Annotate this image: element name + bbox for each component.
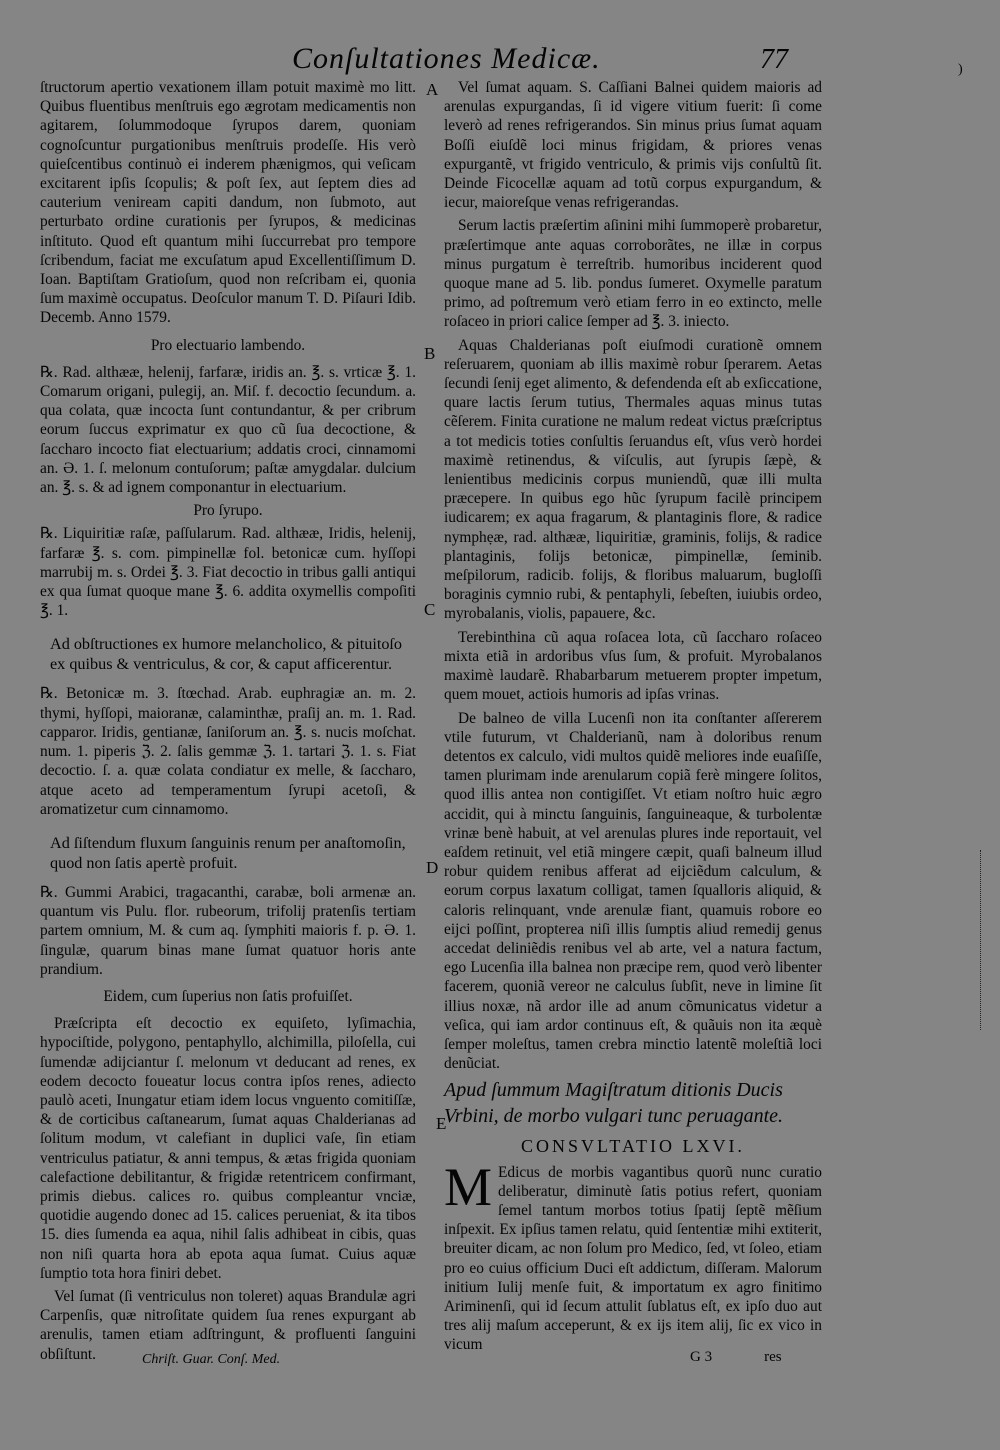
left-column (40, 78, 416, 1368)
margin-letter-c: C (424, 600, 436, 619)
heading-electuario: Pro electuario lambendo. (150, 336, 306, 354)
catchword: res (764, 1349, 782, 1365)
margin-mark: ) (958, 62, 963, 77)
heading-syrupo: Pro ſyrupo. (193, 502, 263, 520)
recipe-electuario: ℞. Rad. althææ, helenij, farfaræ, iridis an. ℥. s. vrticæ ℥. 1. Comarum origani, pulegij, an. Miſ. f. decoctio ſecundum. a. qua colata, quæ incocta ſunt contundantur, & per cribrum eorum ſuccus exprimatur ex quo cũ ſua decoctione, & ſaccharo incocto fiat electuarium; addatis croci, cinnamomi an. Ə. 1. ſ. melonum contuſorum; paſtæ amygdalar. dulcium an. ℥. s. & ad ignem componantur in electuarium. (40, 363, 416, 497)
right-paragraph-1: Vel ſumat aquam. S. Caſſiani Balnei quidem maioris ad arenulas expurgandas, ſi id vigere vitium fuerit: ſi come leverò ad renes refrigerandos. Sin minus prius ſumat aquam Boſſi eiuſdẽ loci minus frigidam, & priores venas expurgantẽ, vt frigido ventriculo, & primis vijs conſultũ ſit. Deinde Ficocellæ aquam ad totũ corpus expurgandum, & iecur, maioreſque venas refrigerandas. (444, 79, 822, 212)
right-paragraph-5: De balneo de villa Lucenſi non ita conſtanter aſſererem vtile futurum, vt Chalderianũ, nam à doloribus renum detentos ex calculo, vidi multos quidẽ meliores inde euaſiſſe, tamen plurimam inde arenularum copiã ferè mingere ſolitos, quod illis antea non contigiſſet. Vt etiam noſtro huic ægro accidit, qui à minctu ſanguinis, ſanguineaque, & turbolentæ vrinæ benè habuit, at vel arenulas plures inde reportauit, vel eaſdem retinuit, vel etiã mingere cæpit, quaſi balneum illud robur quidem renibus afferat ad eijciẽdum calculum, & eorum corpus laxatum colligat, tamen ſqualloris aliquid, & caloris relinquant, vnde arenulæ fiant, quamuis robore eo eijci poſſint, propterea niſi illis ſumptis aliud remedij genus accedat deliniẽdis renibus vel ab arte, vel a natura factum, ego Lucenſia illa balnea non præcipe rem, quod verò libenter facerem, quoniã vereor ne calculus ſubſit, neve in limine ſit illius noxæ, nã ardor ille ad anum cõmunicatus videtur a veſica, qui iam ardor continuus eſt, & quãuis non ita æquè ſemper moleſtus, tamen crebra minctio latentẽ moleſtiã loci denũciat. (444, 709, 822, 1073)
footer-signature-mark (690, 1349, 782, 1366)
running-title: Conſultationes Medicæ. (292, 42, 601, 75)
recipe-fluxum: ℞. Gummi Arabici, tragacanthi, carabæ, boli armenæ an. quantum vis Pulu. flor. rubeorum, trifolij pratenſis tertiam partem omnium, M. & cum aq. ſymphiti maioris f. p. Ə. 1. ſingulæ, quarum binas mane ſumat quatuor horis ante prandium. (40, 883, 416, 978)
right-paragraph-6-text: Edicus de morbis vagantibus quorũ nunc curatio deliberatur, diminutè ſatis potius refert, quoniam ſemel tantum morbos totius ſpatij ſeptẽ mẽſium inſpexit. Ex ipſius tamen relatu, quid ſententiæ mihi extiterit, breuiter dicam, ac non ſolum pro Medico, ſed, vt ſoleo, etiam pro eo cuius officium Duci eſt addictum, diſſeram. Malorum initium Iulij menſe fuit, & importatum ex agro finitimo Ariminenſi, qui id ſecum attulit ſublatus eſt, ex ipſo duo aut tres alij maſum acceperunt, & ex ijs item alij, ſic ex vico in vicum (444, 1163, 822, 1354)
right-paragraph-2: Serum lactis præſertim aſinini mihi ſummoperè probaretur, præſertimque ante aquas corroborãtes, ne illæ in corpus minus purgatum è terreſtrib. humoribus inciderent quod quoque mane ad 5. lib. pondus ſumeret. Oxymelle paratum primo, ad poſtremum verò etiam ferro in eo extincto, melle roſaceo in priori calice ſemper ad ℥. 3. iniecto. (444, 217, 822, 331)
margin-letter-b: B (424, 344, 436, 363)
consultation-heading: Apud ſummum Magiſtratum ditionis Ducis Vrbini, de morbo vulgari tunc peruagante. (444, 1079, 784, 1128)
right-paragraph-4: Terebinthina cũ aqua roſacea lota, cũ ſaccharo roſaceo mixta etiã in ardoribus vſus ſum, & profuit. Myrobalanos maximè laudarẽ. Rhabarbarum metuerem propter impetum, quem mouet, actiois humoris ad ipſas vrinas. (444, 628, 822, 704)
edge-noise (980, 850, 987, 1030)
drop-cap: M (444, 1156, 493, 1217)
recipe-obstructiones: ℞. Betonicæ m. 3. ſtœchad. Arab. euphragiæ an. m. 2. thymi, hyſſopi, maioranæ, calaminthæ, praſij an. m. 1. Rad. capparor. Iridis, gentianæ, ſaniſorum an. ℥. s. nucis moſchat. num. 1. piperis ℨ. 2. ſalis gemmæ ℨ. 1. tartari ℨ. 1. s. Fiat decoctio. ſ. a. quæ colata condiatur ex melle, & ſaccharo, atque aceto ad temperamentum ſyrupi acetoſi, & aromatizetur cum cinnamomo. (40, 685, 416, 818)
page-number: 77 (760, 44, 788, 75)
left-paragraph-2: Præſcripta eſt decoctio ex equiſeto, lyſimachia, hypociſtide, polygono, pentaphyllo, alchimilla, piloſella, cui ſumendæ adijciantur ſ. melonum vt deducant ad renes, ex eodem decocto foueatur locus contra ipſos renes, adiecto paulò aceti, Inungatur etiam idem locus vnguento comitiſſæ, & de corticibus caſtanearum, ſumat aquas Chalderianas ad ſolitum modum, vt calefiant in duplici vaſe, ſin etiam ventriculus patiatur, & anni tempus, & ætas frigida quoniam calefactione debilitantur, & frigidæ retentricem confirmant, primis diebus. calices ro. quibus compleantur vnciæ, quotidie augendo donec ad 15. calices perueniat, & ita tibos 15. dies ſumenda ea aqua, nihil ſalis adhibeat in cibis, quas non niſi quarta hora ab epota aqua ſumat. Cuius aquæ ſumptio tota hora finiri debet. (40, 1015, 416, 1282)
margin-letter-a: A (426, 80, 439, 99)
heading-fluxum: Ad ſiſtendum fluxum ſanguinis renum per anaſtomoſin, quod non ſatis apertè profuit. (50, 833, 406, 872)
margin-letter-d: D (426, 858, 439, 877)
recipe-syrupo: ℞. Liquiritiæ raſæ, paſſularum. Rad. althææ, Iridis, helenij, farfaræ ℥. s. com. pimpinellæ fol. betonicæ cum. hyſſopi marrubij m. s. Ordei ℥. 3. Fiat decoctio in tribus galli antiqui ex qua ſumat quoque mane ℥. 6. addita oxymellis compoſiti ℥. 1. (40, 525, 416, 620)
left-paragraph-1: ſtructorum apertio vexationem illam potuit maximè mo litt. Quibus fluentibus menſtruis ego ægrotam medicamentis non agitarem, ſolummodoque ſyrupos darem, quoniam cognoſcuntur purgationibus menſtruis prodeſſe. His verò quieſcentibus continuò ei inderem phænigmos, qui veſicam excitarent ipſis ſcopulis; & poſt ſex, aut ſeptem dies ad cauterium veniream capiti dandum, non ſubmoto, aut perturbato ordine curationis per ſyrupos, & medicinas inſtituto. Quod eſt quantum mihi ſuccurrebat pro tempore ſcribendum, faciat me excuſatum apud Excellentiſſimum D. Ioan. Baptiſtam Gratioſum, quod non reſcribam ei, quonia ſum maximè occupatus. Deoſculor manum T. D. Piſauri Idib. Decemb. Anno 1579. (40, 79, 416, 327)
signature-mark: G 3 (690, 1349, 713, 1365)
heading-obstructiones: Ad obſtructiones ex humore melancholico, & pituitoſo ex quibus & ventriculus, & cor, & caput afficerentur. (50, 635, 403, 674)
right-paragraph-3: Aquas Chalderianas poſt eiuſmodi curationẽ omnem reſeruarem, quoniam ab illis maximè robur ſperarem. Aetas ſecundi ſenij eget alimento, & defendenda eſt ab exſiccatione, quare lactis ſerum tutius, Thermales aquas minus tutas cẽſerem. Finita curatione ne malum redeat victus præſcriptus a tot medicis toties conſultis ſeruandus eſt, vſus verò hordei maximè retinendus, & viſculis, aut ſyrupis ſæpè, & lenientibus medicinis corpus muniendũ, quæ illi multa præcepere. In quibus ego hũc ſyrupum facilè principem iudicarem; ex aqua fragarum, & plantaginis flore, & radice nymphẹæ, rad. althææ, liquiritiæ, graminis, folijs, & radice plantaginis, folijs betonicæ, pimpinellæ, ſeminib. meſpilorum, radicib. folijs, & floribus maluarum, bugloſſi boraginis cymnio rubi, & pentaphyli, ſebeſten, iuiubis ordeo, myrobalanis, violis, papauere, &c. (444, 336, 822, 623)
signature: Chriſt. Guar. Conſ. Med. (142, 1352, 281, 1367)
heading-eidem: Eidem, cum ſuperius non ſatis profuiſſet. (103, 987, 353, 1005)
left-paragraph-3: Vel ſumat (ſi ventriculus non toleret) aquas Brandulæ agri Carpenſis, quæ nitroſitate quidem ſua renes expurgant ab arenulis, tamen etiam adſtringunt, & profluenti ſanguini obſiſtunt. (40, 1287, 416, 1363)
right-paragraph-6 (444, 1156, 822, 1355)
right-column (444, 78, 822, 1359)
consultation-number: CONSVLTATIO LXVI. (521, 1136, 745, 1157)
margin-letter-e: E (436, 1114, 447, 1133)
